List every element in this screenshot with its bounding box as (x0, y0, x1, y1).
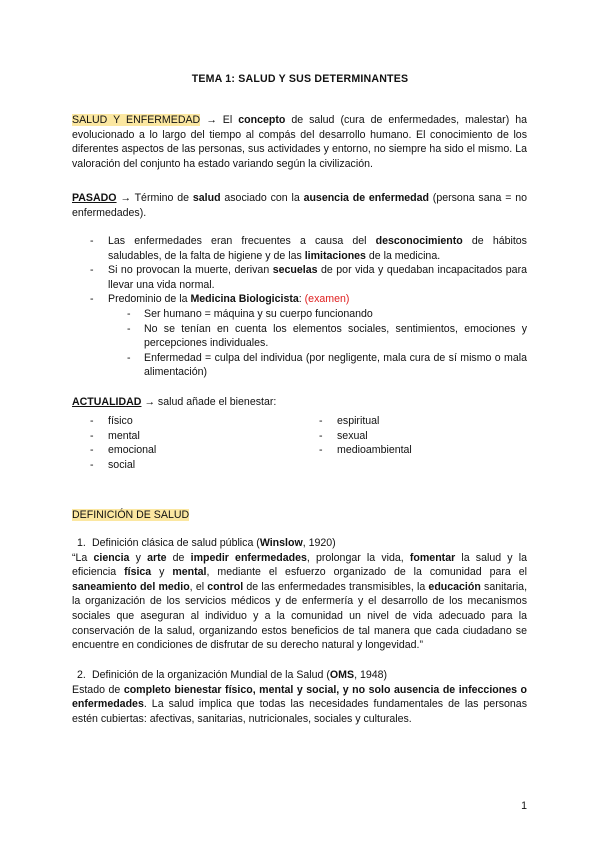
text-span: y (129, 551, 148, 564)
bold-span: limitaciones (304, 249, 366, 262)
text-span: . La salud implica que todas las necesidades fundamentales de las personas estén cubiertas: afectivas, sanitarias, nutricionales, sociales y culturales. (72, 698, 527, 725)
bold-span: Medicina Biologicista (190, 293, 299, 306)
text-span: de la medicina. (365, 249, 441, 262)
paragraph-salud-enfermedad (72, 113, 527, 171)
text-span: de las enfermedades transmisibles, la (243, 580, 429, 593)
winslow-quote (72, 551, 527, 653)
list-item: - espiritual (301, 414, 531, 429)
pasado-list (72, 234, 527, 380)
text-span: Las enfermedades eran frecuentes a causa del (108, 235, 376, 247)
bold-span: física (124, 566, 152, 579)
bold-span: ausencia de enfermedad (303, 192, 429, 204)
bold-span: arte (147, 551, 167, 564)
bold-span: Winslow (259, 537, 303, 549)
text-span: → El (200, 114, 239, 126)
bold-span: saneamiento del medio (72, 580, 190, 593)
list-item: - mental (72, 429, 302, 444)
list-item: - medioambiental (301, 443, 531, 458)
bold-span: desconocimiento (375, 235, 463, 247)
list-item: - social (72, 458, 302, 473)
list-item: - Enfermedad = culpa del individua (por negligente, mala cura de sí mismo o mala alimentación) (72, 351, 527, 380)
list-item: - físico (72, 414, 302, 429)
exam-note: (examen) (304, 293, 350, 306)
list-item: - sexual (301, 429, 531, 444)
page-title: TEMA 1: SALUD Y SUS DETERMINANTES (191, 73, 409, 85)
list-item (72, 234, 527, 263)
bold-concepto: concepto (238, 114, 286, 126)
bienestar-right (301, 414, 531, 458)
text-span: de (166, 551, 191, 564)
heading-actualidad: ACTUALIDAD (72, 396, 142, 408)
bold-span: educación (428, 580, 481, 593)
bienestar-left (72, 414, 302, 472)
bold-span: secuelas (272, 264, 318, 277)
text-span: de por vida y quedaban incapacitados para llevar una vida normal. (108, 264, 527, 291)
text-span: y (151, 566, 173, 579)
bold-span: fomentar (409, 551, 456, 564)
list-item: - emocional (72, 443, 302, 458)
text-span: Definición de la organización Mundial de la Salud ( (92, 669, 330, 681)
text-span: Predominio de la (108, 293, 191, 306)
list-item: - No se tenían en cuenta los elementos sociales, sentimientos, emociones y percepciones individuales. (72, 322, 527, 351)
list-item (72, 263, 527, 292)
list-number: 1. (77, 537, 86, 549)
bold-span: mental (172, 566, 207, 579)
text-span: de hábitos saludables, de la falta de higiene y de las (108, 235, 527, 262)
text-span: , 1920) (302, 537, 336, 549)
list-item (72, 292, 527, 307)
text-span: → Término de (116, 192, 193, 204)
text-span: “La (72, 551, 94, 564)
text-span: → salud añade el bienestar: (141, 396, 277, 408)
heading-definicion-wrap (72, 508, 527, 523)
text-span: de salud (cura de enfermedades, malestar) ha evolucionado a lo largo del tiempo al compás del desarrollo humano. El conocimiento de los diferentes aspectos de las personas, sus actividades y entorno, no siempre ha sido el mismo. La valoración del conjunto ha estado variando según la civilización. (72, 114, 528, 170)
list-number: 2. (77, 669, 86, 681)
heading-salud-enfermedad: SALUD Y ENFERMEDAD (72, 114, 201, 126)
text-span: Si no provocan la muerte, derivan (108, 264, 273, 277)
heading-pasado: PASADO (72, 192, 117, 204)
oms-definition (72, 683, 527, 727)
text-span: Estado de (72, 683, 124, 696)
paragraph-actualidad (72, 395, 527, 410)
text-span: , mediante el esfuerzo organizado de la comunidad para el (206, 566, 527, 579)
definicion-2 (72, 668, 527, 726)
definicion-2-heading (72, 668, 527, 683)
heading-definicion: DEFINICIÓN DE SALUD (72, 509, 190, 521)
text-span: sanitaria, la organización de los servicios médicos y de enfermería y el desarrollo de los mecanismos sociales que aseguran al individuo y a la comunidad un nivel de vida adecuado para la conservación de la salud, organizando estos beneficios de tal manera que cada ciudadano se encuentre en condiciones de disfrutar de su derecho natural y longevidad.” (72, 580, 528, 652)
bold-span: impedir enfermedades (190, 551, 307, 564)
text-span: asociado con la (220, 192, 304, 204)
bold-span: salud (192, 192, 221, 204)
definicion-1 (72, 536, 527, 653)
list-item: - Ser humano = máquina y su cuerpo funcionando (72, 307, 527, 322)
bold-span: completo bienestar físico, mental y social, y no solo ausencia de infecciones o enfermedades (72, 683, 527, 711)
bold-span: OMS (329, 669, 355, 681)
text-span: , prolongar la vida, (306, 551, 410, 564)
bold-span: control (207, 580, 244, 593)
bold-span: ciencia (93, 551, 130, 564)
page-number: 1 (521, 800, 527, 812)
text-span: (persona sana = no enfermedades). (72, 192, 527, 219)
paragraph-pasado (72, 191, 527, 220)
text-span: : (298, 293, 305, 306)
text-span: , 1948) (354, 669, 388, 681)
text-span: Definición clásica de salud pública ( (92, 537, 260, 549)
definicion-1-heading (72, 536, 527, 551)
text-span: la salud y la eficiencia (72, 551, 527, 579)
text-span: , el (189, 580, 208, 593)
